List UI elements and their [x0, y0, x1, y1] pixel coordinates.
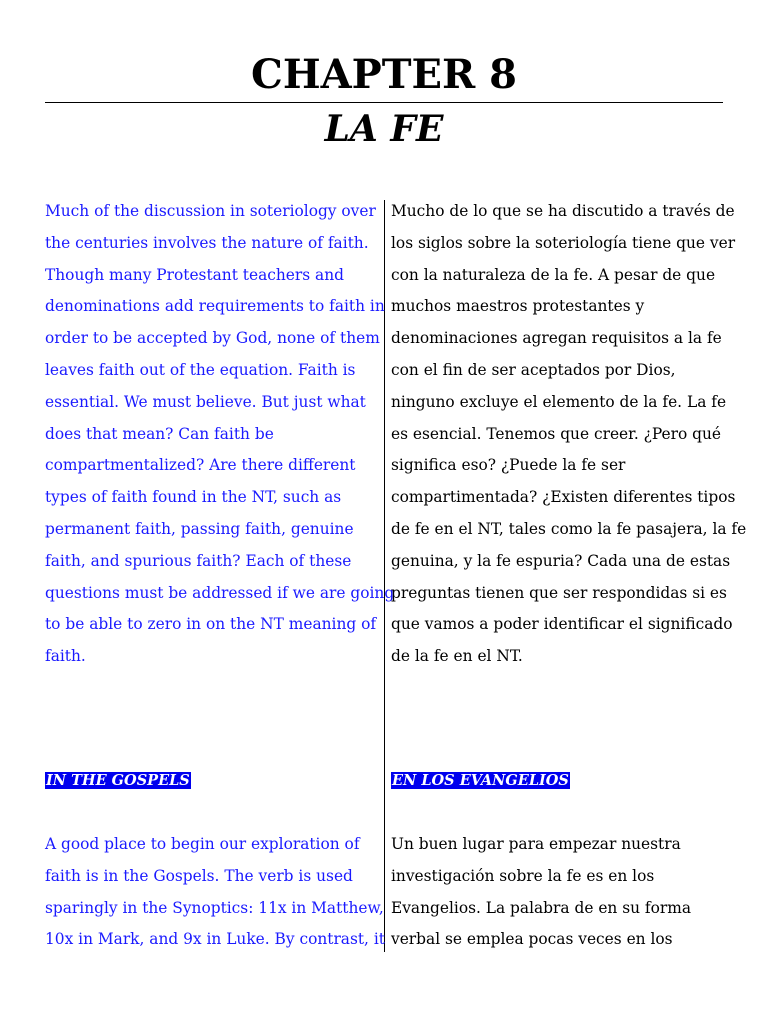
english-intro-line: denominations add requirements to faith in [45, 297, 385, 316]
english-intro-line: compartmentalized? Are there different [45, 456, 356, 475]
english-column-intro [45, 196, 395, 673]
english-intro-line: order to be accepted by God, none of them [45, 329, 380, 348]
chapter-title: CHAPTER 8 [251, 51, 517, 98]
english-section-paragraph [45, 829, 385, 956]
english-intro-line: faith. [45, 647, 86, 666]
spanish-intro-line: los siglos sobre la soteriología tiene que ver [391, 233, 736, 252]
english-section-heading-text: IN THE GOSPELS [46, 772, 190, 789]
english-intro-line: to be able to zero in on the NT meaning of [45, 615, 377, 634]
spanish-section-heading [391, 771, 570, 791]
spanish-intro-line: muchos maestros protestantes y [391, 297, 645, 316]
english-intro-line: permanent faith, passing faith, genuine [45, 519, 354, 538]
spanish-intro-line: Mucho de lo que se ha discutido a través de [391, 202, 735, 220]
spanish-section-heading-text: EN LOS EVANGELIOS [392, 772, 569, 789]
spanish-intro-line: denominaciones agregan requisitos a la fe [391, 329, 722, 348]
spanish-intro-line: preguntas tienen que ser respondidas si es [391, 583, 727, 602]
spanish-section-line: Evangelios. La palabra de en su forma [391, 898, 692, 917]
english-intro-line: Though many Protestant teachers and [45, 265, 344, 284]
spanish-column-intro [391, 196, 747, 673]
chapter-subtitle: LA FE [324, 108, 444, 150]
english-section-heading [45, 771, 191, 791]
spanish-intro-line: genuina, y la fe espuria? Cada una de estas [391, 551, 731, 570]
spanish-intro-line: con la naturaleza de la fe. A pesar de que [391, 265, 716, 284]
spanish-section-line: investigación sobre la fe es en los [391, 866, 655, 885]
spanish-column-section [391, 829, 727, 956]
spanish-intro-line: de fe en el NT, tales como la fe pasajera, la fe [391, 519, 747, 538]
title-rule [45, 102, 723, 103]
spanish-intro-line: compartimentada? ¿Existen diferentes tipos [391, 488, 736, 507]
spanish-intro-line: con el fin de ser aceptados por Dios, [391, 360, 676, 379]
english-intro-line: faith, and spurious faith? Each of these [45, 551, 352, 570]
english-intro-line: Much of the discussion in soteriology over [45, 202, 376, 220]
english-intro-line: does that mean? Can faith be [45, 424, 274, 443]
english-section-line: 10x in Mark, and 9x in Luke. By contrast, it [45, 930, 385, 949]
english-intro-line: essential. We must believe. But just what [45, 392, 366, 411]
english-intro-paragraph [45, 196, 395, 673]
spanish-intro-line: que vamos a poder identificar el significado [391, 615, 733, 634]
english-intro-line: questions must be addressed if we are going [45, 583, 395, 602]
spanish-section-line: Un buen lugar para empezar nuestra [391, 835, 681, 853]
spanish-intro-line: significa eso? ¿Puede la fe ser [391, 456, 626, 475]
english-column-section [45, 829, 385, 956]
spanish-intro-line: ninguno excluye el elemento de la fe. La fe [391, 392, 727, 411]
english-section-line: A good place to begin our exploration of [45, 835, 360, 853]
spanish-section-paragraph [391, 829, 727, 956]
english-intro-line: leaves faith out of the equation. Faith is [45, 360, 356, 379]
english-intro-line: types of faith found in the NT, such as [45, 488, 342, 507]
english-section-line: faith is in the Gospels. The verb is used [45, 866, 353, 885]
english-intro-line: the centuries involves the nature of faith. [45, 233, 369, 252]
english-section-line: sparingly in the Synoptics: 11x in Matthew, [45, 898, 384, 917]
spanish-intro-line: es esencial. Tenemos que creer. ¿Pero qué [391, 424, 722, 443]
spanish-intro-line: de la fe en el NT. [391, 647, 523, 666]
spanish-intro-paragraph [391, 196, 747, 673]
spanish-section-line: verbal se emplea pocas veces en los [391, 930, 673, 949]
